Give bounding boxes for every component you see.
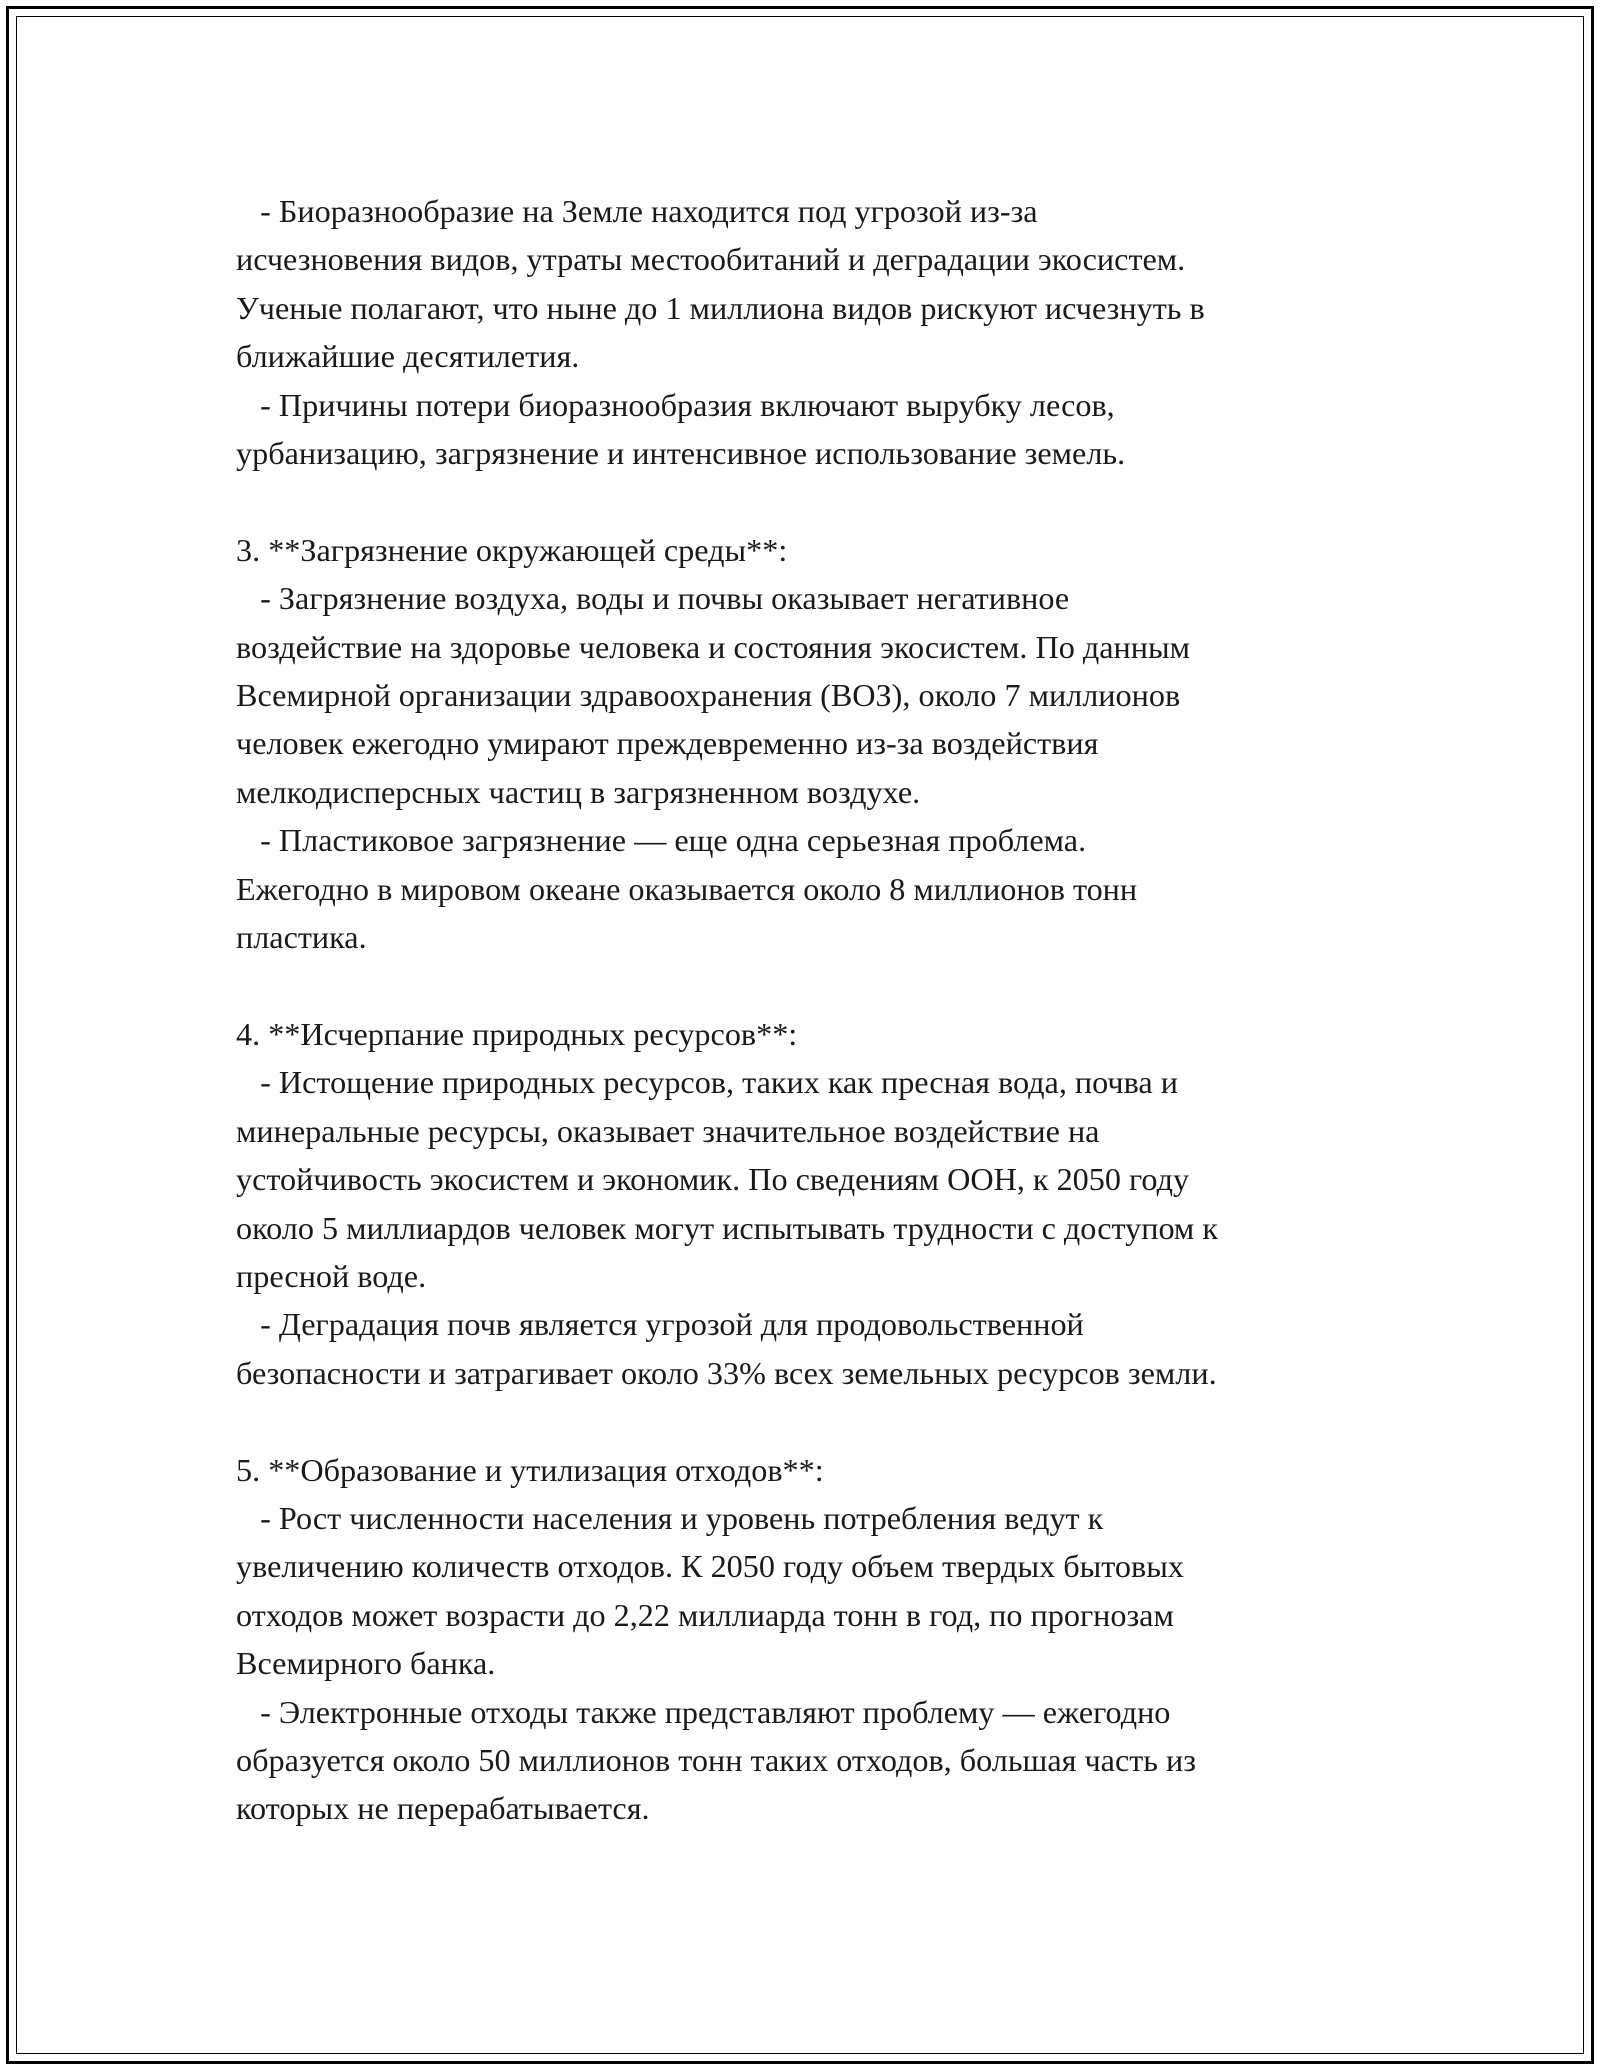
text-line: Всемирного банка. [236,1645,496,1682]
section-biodiversity [236,187,1366,477]
text-line: Ученые полагают, что ныне до 1 миллиона видов рискуют исчезнуть в [236,289,1205,326]
text-line: которых не перерабатывается. [236,1790,650,1827]
text-line: - Истощение природных ресурсов, таких как пресная вода, почва и [236,1064,1178,1101]
section-heading: 4. **Исчерпание природных ресурсов**: [236,1015,798,1052]
text-line: мелкодисперсных частиц в загрязненном воздухе. [236,773,921,810]
text-line: - Пластиковое загрязнение — еще одна серьезная проблема. [236,822,1087,859]
text-line: воздействие на здоровье человека и состояния экосистем. По данным [236,628,1190,665]
text-line: урбанизацию, загрязнение и интенсивное использование земель. [236,435,1126,472]
text-line: пластика. [236,919,367,956]
text-line: отходов может возрасти до 2,22 миллиарда тонн в год, по прогнозам [236,1596,1174,1633]
text-line: образуется около 50 миллионов тонн таких отходов, большая часть из [236,1741,1196,1778]
document-body [236,187,1366,1881]
text-line: - Загрязнение воздуха, воды и почвы оказывает негативное [236,580,1070,617]
text-line: - Рост численности населения и уровень потребления ведут к [236,1499,1104,1536]
text-line: пресной воде. [236,1257,427,1294]
section-pollution [236,526,1366,962]
text-line: - Биоразнообразие на Земле находится под угрозой из-за [236,193,1038,229]
section-waste [236,1446,1366,1833]
text-line: исчезновения видов, утраты местообитаний и деградации экосистем. [236,241,1186,278]
text-line: человек ежегодно умирают преждевременно из-за воздействия [236,725,1099,762]
text-line: - Причины потери биоразнообразия включают вырубку лесов, [236,386,1115,423]
text-line: Всемирной организации здравоохранения (ВОЗ), около 7 миллионов [236,677,1181,714]
text-line: - Деградация почв является угрозой для продовольственной [236,1306,1084,1343]
text-line: ближайшие десятилетия. [236,338,580,375]
text-line: устойчивость экосистем и экономик. По сведениям ООН, к 2050 году [236,1161,1190,1198]
section-resources [236,1010,1366,1397]
section-heading: 5. **Образование и утилизация отходов**: [236,1451,824,1488]
text-line: увеличению количеств отходов. К 2050 году объем твердых бытовых [236,1548,1184,1585]
text-line: - Электронные отходы также представляют проблему — ежегодно [236,1693,1171,1730]
text-line: безопасности и затрагивает около 33% всех земельных ресурсов земли. [236,1354,1217,1391]
text-line: минеральные ресурсы, оказывает значительное воздействие на [236,1112,1100,1149]
text-line: Ежегодно в мировом океане оказывается около 8 миллионов тонн [236,870,1138,907]
text-line: около 5 миллиардов человек могут испытывать трудности с доступом к [236,1209,1218,1246]
section-heading: 3. **Загрязнение окружающей среды**: [236,531,788,568]
